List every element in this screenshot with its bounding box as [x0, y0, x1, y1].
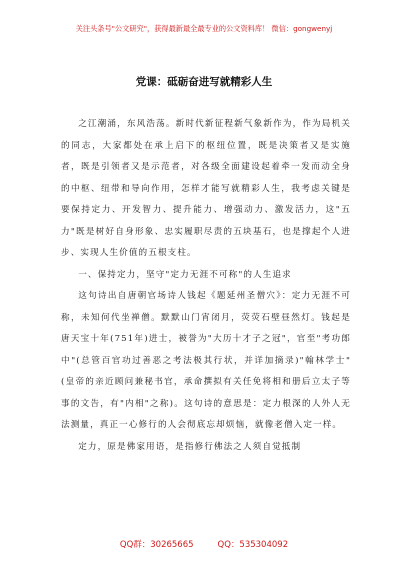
- document-body: [61, 114, 351, 458]
- header-promo-note: 关注头条号"公文研究"，获得最新最全最专业的公文资料库！ 微信：gongwenyj: [75, 24, 333, 33]
- section-heading: 一、保持定力，坚守"定力无涯不可称"的人生追求: [78, 269, 292, 280]
- page-title: 党课：砥砺奋进写就精彩人生: [135, 76, 273, 88]
- body-paragraph: 这句诗出自唐朝官场诗人钱起《题延州圣僧穴》：定力无涯不可称，未知何代坐禅僧。默默山门宵闭月，荧荧石壁昼然灯。钱起是唐天宝十年(751年)进士，被誉为"大历十才子之冠"，官至"考功郎中"(总管百官功过善恶之考法极其行状，并详加摘录)"翰林学士"(皇帝的亲近顾问兼秘书官，承命撰拟有关任免将相和册后立太子等事的文告，有"内相"之称)。这句诗的意思是：定力根深的人外人无法测量，真正一心修行的人会彻底忘却烦恼，就像老僧入定一样。: [61, 291, 351, 430]
- body-paragraph: 定力，原是佛家用语，是指修行佛法之人须自觉抵制: [78, 441, 302, 452]
- footer-contact: [0, 538, 408, 550]
- footer-qq-number: QQ：535304092: [217, 540, 289, 550]
- body-paragraph: 之江潮涌，东风浩荡。新时代新征程新气象新作为，作为局机关的同志，大家都处在承上启下的枢纽位置，既是决策者又是实施者，既是引领者又是示范者，对各级全面建设起着牵一发而动全身的中枢、纽带和导向作用，怎样才能写就精彩人生，我考虑关键是要保持定力、开发智力、提升能力、增强动力、激发活力，这"五力"既是树好自身形象、忠实履职尽责的五块基石，也是撑起个人进步、实现人生价值的五根支柱。: [61, 119, 351, 258]
- footer-qq-group: QQ群：30265665: [119, 540, 194, 550]
